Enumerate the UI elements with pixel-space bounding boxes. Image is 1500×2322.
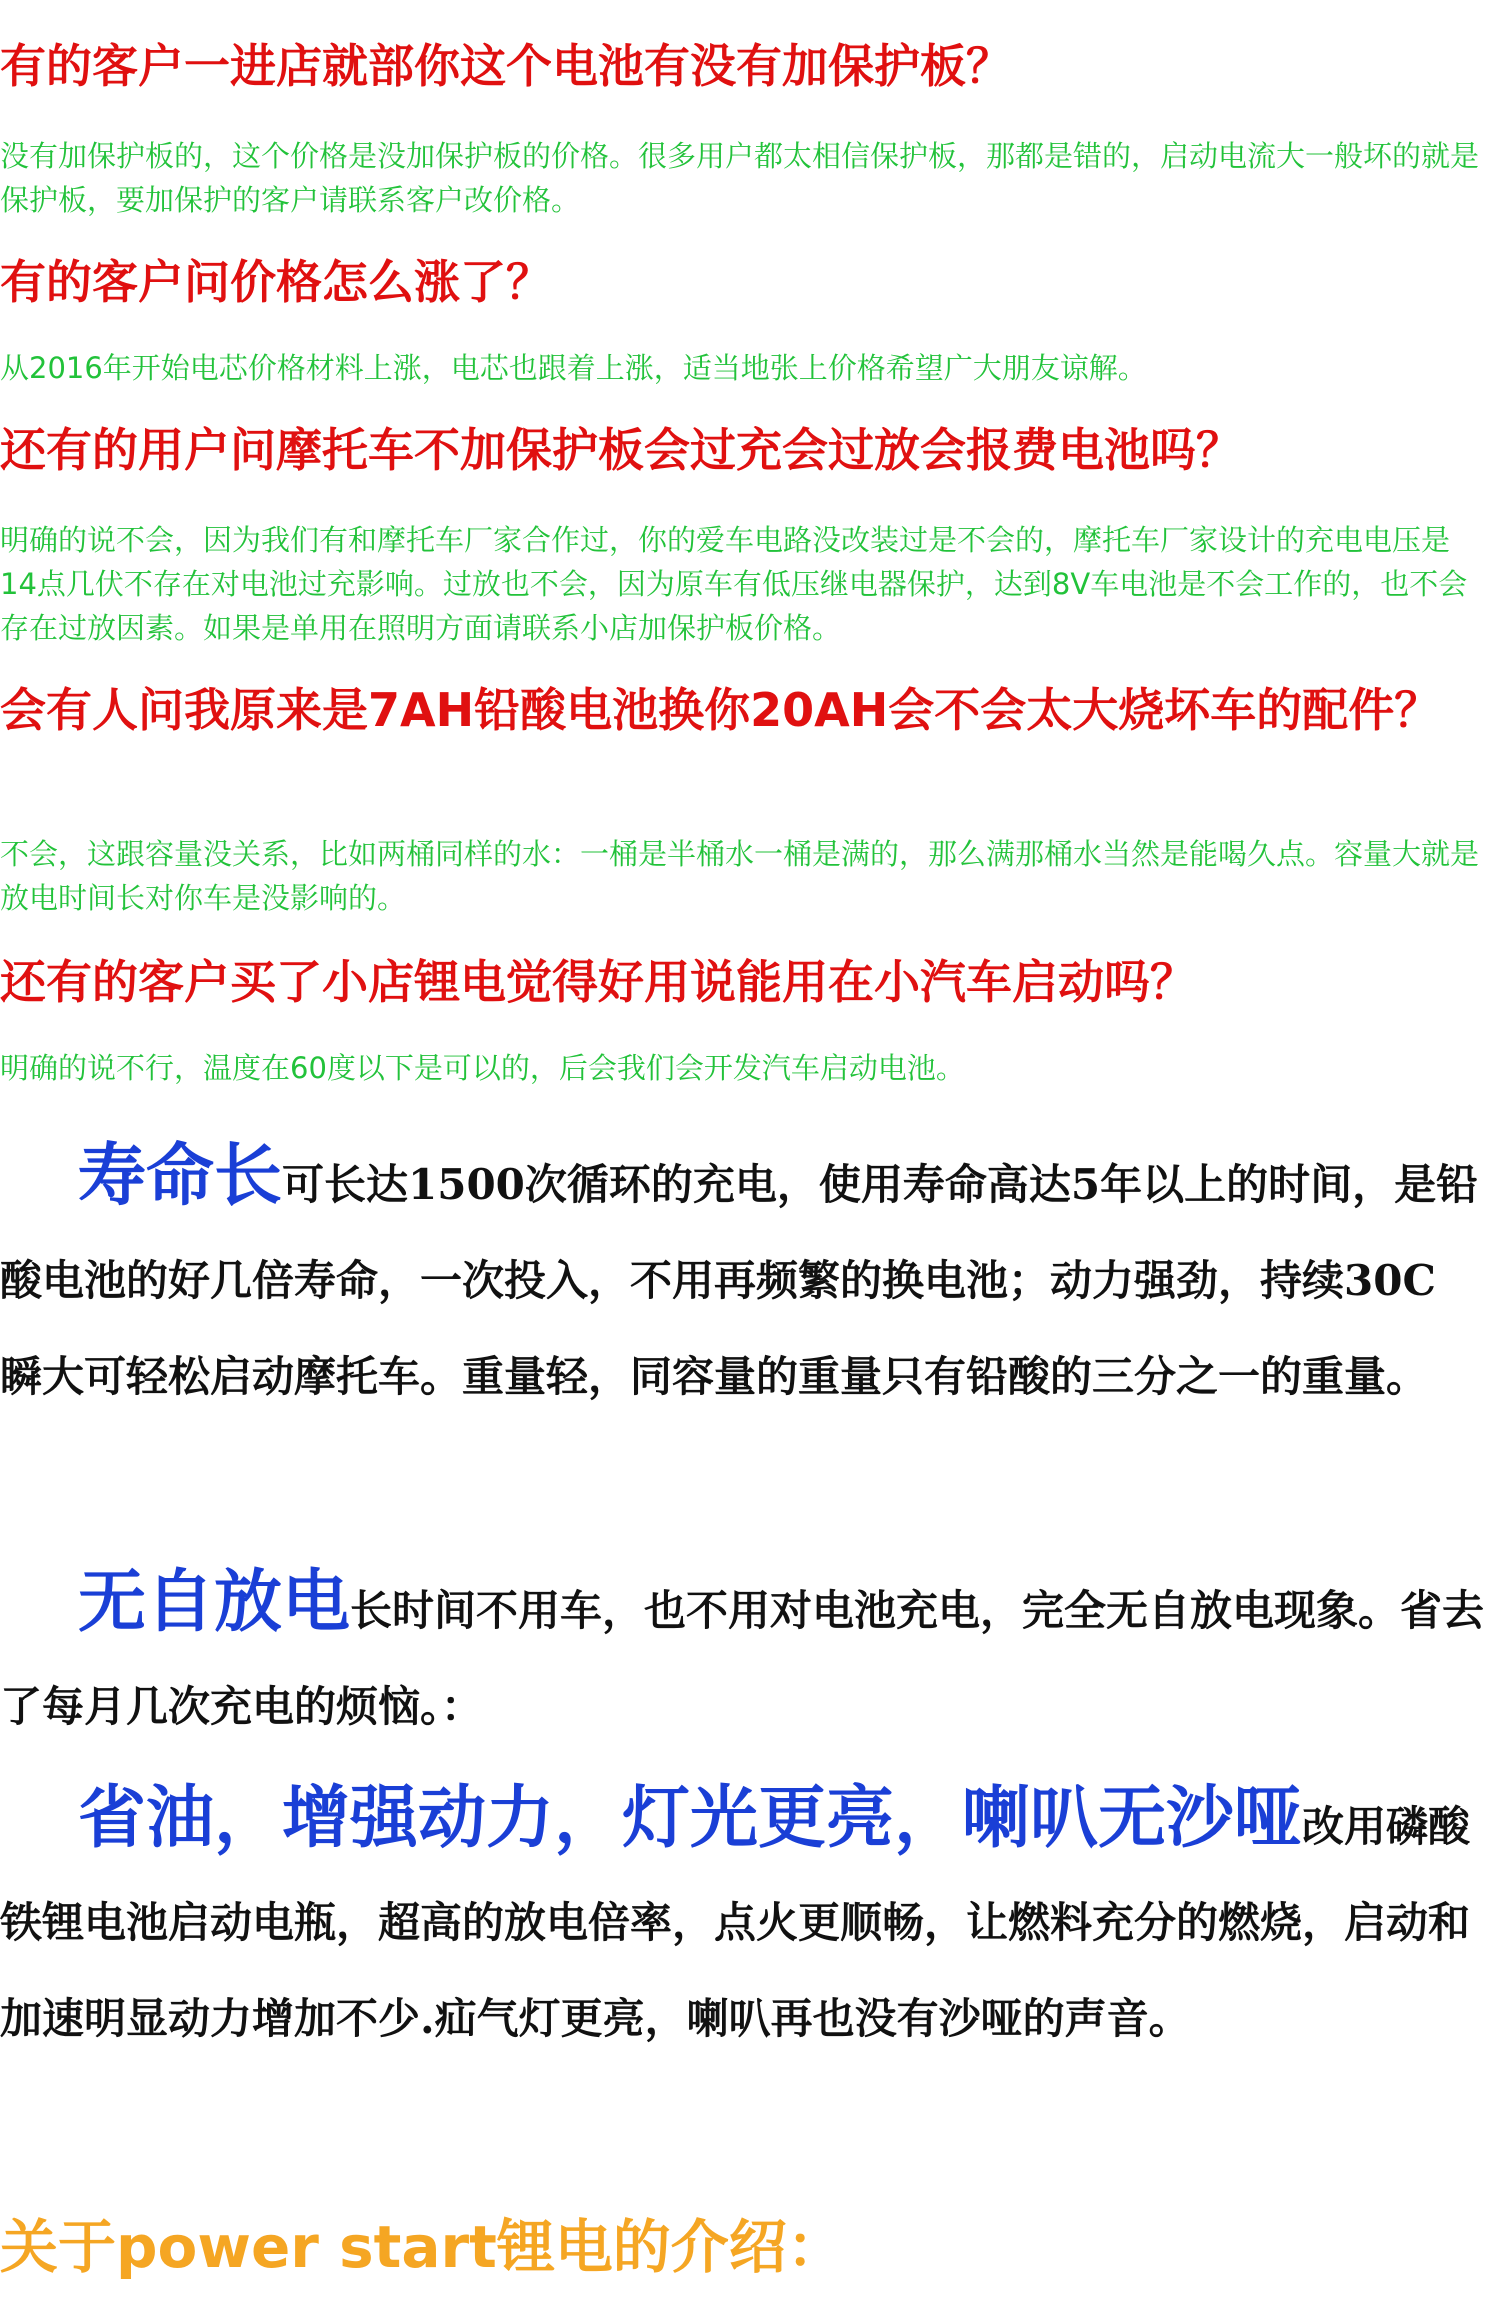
- feature-text-long-life: 可长达1500次循环的充电，使用寿命高达5年以上的时间，是铅酸电池的好几倍寿命，一次投入，不用再频繁的换电池；动力强劲，持续30C 瞬大可轻松启动摩托车。重量轻，同容量的重量只有铅酸的三分之一的重量。: [0, 1160, 1479, 1401]
- faq-question-2: 有的客户问价格怎么涨了？: [0, 255, 552, 309]
- feature-text-performance: 改用磷酸铁锂电池启动电瓶，超高的放电倍率，点火更顺畅，让燃料充分的燃烧，启动和加速明显动力增加不少.疝气灯更亮，喇叭再也没有沙哑的声音。: [0, 1802, 1471, 2043]
- faq-answer-2: 从2016年开始电芯价格材料上涨，电芯也跟着上涨，适当地张上价格希望广大朋友谅解。: [0, 351, 1147, 385]
- feature-long-life: [0, 1128, 1490, 1425]
- intro-title: 关于power start锂电的介绍：: [0, 2213, 845, 2281]
- faq-question-3: 还有的用户问摩托车不加保护板会过充会过放会报费电池吗？: [0, 423, 1242, 477]
- faq-answer-5: 明确的说不行，温度在60度以下是可以的，后会我们会开发汽车启动电池。: [0, 1051, 965, 1085]
- feature-text-no-self-discharge: 长时间不用车，也不用对电池充电，完全无自放电现象。省去了每月几次充电的烦恼。：: [0, 1586, 1485, 1731]
- faq-answer-3: 明确的说不会，因为我们有和摩托车厂家合作过，你的爱车电路没改装过是不会的，摩托车厂家设计的充电电压是14点几伏不存在对电池过充影响。过放也不会，因为原车有低压继电器保护，达到8V车电池是不会工作的，也不会存在过放因素。如果是单用在照明方面请联系小店加保护板价格。: [0, 523, 1468, 645]
- faq-question-1: 有的客户一进店就部你这个电池有没有加保护板？: [0, 39, 1012, 93]
- faq-question-4: 会有人问我原来是7AH铅酸电池换你20AH会不会太大烧坏车的配件？: [0, 683, 1441, 737]
- faq-question-5: 还有的客户买了小店锂电觉得好用说能用在小汽车启动吗？: [0, 955, 1196, 1009]
- feature-performance: [0, 1770, 1490, 2067]
- faq-answer-1: 没有加保护板的，这个价格是没加保护板的价格。很多用户都太相信保护板，那都是错的，启动电流大一般坏的就是保护板，要加保护的客户请联系客户改价格。: [0, 139, 1480, 217]
- feature-lead-performance: 省油，增强动力，灯光更亮，喇叭无沙哑: [78, 1778, 1303, 1858]
- feature-lead-no-self-discharge: 无自放电: [78, 1562, 351, 1642]
- feature-no-self-discharge: [0, 1554, 1490, 1755]
- feature-lead-long-life: 寿命长: [78, 1136, 283, 1216]
- faq-answer-4: 不会，这跟容量没关系，比如两桶同样的水：一桶是半桶水一桶是满的，那么满那桶水当然是能喝久点。容量大就是放电时间长对你车是没影响的。: [0, 837, 1480, 915]
